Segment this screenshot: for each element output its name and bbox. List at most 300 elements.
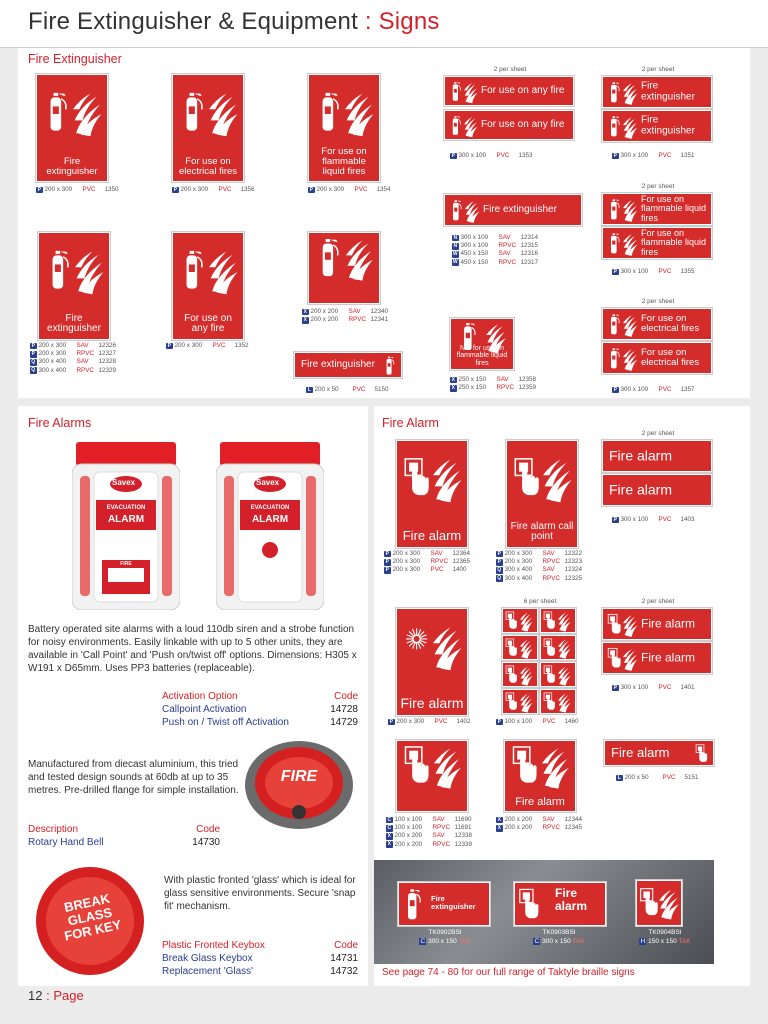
safety-sign bbox=[444, 110, 574, 140]
code: 12345 bbox=[564, 824, 583, 832]
code: 12339 bbox=[454, 840, 473, 848]
code-row bbox=[452, 242, 538, 250]
material: RPVC bbox=[76, 366, 94, 374]
braille-ref: TK0903BSI bbox=[542, 929, 576, 936]
braille-code bbox=[630, 928, 700, 946]
code: 12325 bbox=[564, 574, 583, 582]
sign-text: Fire alarm bbox=[400, 695, 464, 711]
material: SAV bbox=[542, 550, 555, 557]
flames-icon bbox=[75, 237, 107, 309]
size-badge: P bbox=[37, 186, 41, 193]
sign-text: Fire extinguisher bbox=[46, 155, 98, 177]
fire-label: FIRE bbox=[120, 561, 132, 567]
call-point-icon bbox=[695, 743, 709, 766]
sign-text: Fire alarm bbox=[555, 886, 588, 913]
size: 300 x 400 bbox=[38, 358, 67, 366]
extinguisher-icon bbox=[607, 79, 623, 108]
sign-text: For use on flammable liquid fires bbox=[321, 145, 367, 177]
product-codes bbox=[496, 550, 582, 583]
code: 1352 bbox=[234, 342, 249, 349]
size-badge: X bbox=[497, 816, 501, 823]
size: 300 x 100 bbox=[620, 516, 649, 523]
size-badge: Q bbox=[497, 567, 502, 574]
product-codes bbox=[612, 268, 695, 276]
size-badge: X bbox=[387, 833, 391, 840]
size-badge: P bbox=[613, 152, 617, 159]
material: SAV bbox=[542, 816, 555, 823]
flames-icon bbox=[465, 197, 481, 226]
size: 450 x 150 bbox=[460, 250, 489, 258]
call-point-icon bbox=[518, 887, 542, 926]
code-row bbox=[384, 566, 470, 574]
flames-icon bbox=[623, 345, 639, 374]
code-row bbox=[496, 824, 582, 832]
material: SAV bbox=[542, 566, 555, 574]
code: 1460 bbox=[564, 718, 579, 725]
code: 12317 bbox=[520, 258, 539, 266]
code-row bbox=[388, 718, 471, 726]
size-badge: X bbox=[387, 841, 391, 848]
mini-alarm-sign bbox=[540, 635, 576, 660]
code-row bbox=[384, 550, 470, 558]
code: 1402 bbox=[456, 718, 471, 725]
code: 1356 bbox=[240, 186, 255, 193]
flames-icon bbox=[345, 236, 377, 286]
size-badge: L bbox=[307, 386, 311, 393]
sign-text: For use on any fire bbox=[481, 118, 565, 130]
code: 1401 bbox=[680, 684, 695, 691]
evac-label: EVACUATION bbox=[106, 505, 146, 511]
size: 300 x 100 bbox=[620, 684, 649, 691]
mini-alarm-sign bbox=[502, 608, 538, 633]
product-codes bbox=[612, 516, 695, 524]
alarm-bell-icon bbox=[403, 613, 433, 685]
size-badge: X bbox=[303, 308, 307, 315]
material: SAV bbox=[76, 342, 89, 349]
size: 300 x 400 bbox=[504, 574, 533, 582]
flames-icon bbox=[558, 610, 572, 633]
code: 5150 bbox=[374, 386, 389, 393]
braille-code bbox=[524, 928, 594, 946]
size: 200 x 50 bbox=[314, 386, 339, 393]
sign-text: For use on electrical fires bbox=[641, 347, 700, 368]
size-badge: P bbox=[31, 342, 35, 349]
product-codes bbox=[172, 186, 255, 194]
code: 12359 bbox=[518, 384, 537, 392]
flames-icon bbox=[558, 691, 572, 714]
keybox-row: Break Glass Keybox 14731 bbox=[162, 953, 358, 964]
call-point-icon bbox=[543, 691, 557, 714]
size: 250 x 150 bbox=[458, 384, 487, 392]
code-row bbox=[302, 308, 388, 316]
size-badge: N bbox=[453, 234, 458, 241]
per-sheet-note: 2 per sheet bbox=[641, 183, 675, 190]
material: SAV bbox=[76, 358, 89, 366]
material: SAV bbox=[430, 550, 443, 557]
sign-text: For use on any fire bbox=[184, 312, 232, 335]
call-point-icon bbox=[505, 691, 519, 714]
flames-icon bbox=[558, 637, 572, 660]
size-badge: C bbox=[387, 816, 392, 823]
size-badge: P bbox=[385, 567, 389, 574]
sign-text: Fire alarm bbox=[641, 616, 696, 631]
code-row bbox=[452, 250, 538, 258]
code-row bbox=[30, 367, 116, 375]
call-point-icon bbox=[513, 445, 543, 517]
call-point-icon bbox=[607, 645, 623, 674]
code-row bbox=[30, 358, 116, 366]
extinguisher-icon bbox=[607, 230, 623, 259]
mini-alarm-sign bbox=[502, 662, 538, 687]
code-row bbox=[36, 186, 119, 194]
flames-icon bbox=[209, 79, 241, 151]
code-row bbox=[452, 259, 538, 267]
flames-icon bbox=[541, 744, 573, 794]
code: 12316 bbox=[520, 250, 539, 258]
code-row bbox=[612, 516, 695, 524]
size-badge: P bbox=[167, 342, 171, 349]
safety-sign bbox=[602, 474, 712, 506]
mini-alarm-sign bbox=[540, 662, 576, 687]
flames-icon bbox=[623, 196, 639, 225]
per-sheet-note: 2 per sheet bbox=[641, 430, 675, 437]
size-badge: P bbox=[451, 152, 455, 159]
code-row bbox=[496, 718, 579, 726]
code-row bbox=[386, 841, 472, 849]
product-codes bbox=[386, 816, 472, 849]
code: 12344 bbox=[564, 816, 583, 823]
size: 300 x 100 bbox=[460, 234, 489, 241]
size: 200 x 300 bbox=[392, 550, 421, 557]
size: 300 x 100 bbox=[620, 386, 649, 393]
material: PVC bbox=[542, 718, 556, 725]
flames-icon bbox=[558, 664, 572, 687]
section-title-extinguisher: Fire Extinguisher bbox=[28, 52, 122, 66]
size: 300 x 100 bbox=[458, 152, 487, 159]
product-codes bbox=[452, 234, 538, 267]
size-badge: P bbox=[31, 351, 35, 358]
code: 12341 bbox=[370, 316, 389, 324]
size: 200 x 300 bbox=[504, 558, 533, 566]
safety-sign bbox=[602, 110, 712, 142]
product-codes bbox=[36, 186, 119, 194]
braille-size: H 150 x 150 TAK bbox=[640, 938, 691, 945]
sign-text: Fire alarm bbox=[609, 447, 673, 464]
product-codes bbox=[302, 308, 388, 324]
material: RPVC bbox=[432, 840, 450, 848]
flames-icon bbox=[520, 691, 534, 714]
sign-text: Fire extinguisher bbox=[483, 203, 557, 215]
size-badge: P bbox=[173, 186, 177, 193]
call-point-icon bbox=[543, 637, 557, 660]
call-point-icon bbox=[543, 610, 557, 633]
sign-text: For use on electrical fires bbox=[641, 313, 700, 334]
size: 200 x 300 bbox=[174, 342, 203, 349]
keybox-image bbox=[28, 866, 152, 976]
sign-text: For use on flammable liquid fires bbox=[641, 227, 707, 257]
code: 12338 bbox=[454, 832, 473, 840]
material: SAV bbox=[498, 250, 511, 258]
sign-text: Fire extinguisher bbox=[47, 312, 101, 335]
size-badge: X bbox=[303, 317, 307, 324]
code-row bbox=[612, 386, 695, 394]
call-point-icon bbox=[505, 637, 519, 660]
code: 11691 bbox=[454, 824, 472, 832]
safety-sign bbox=[602, 642, 712, 674]
code: 1353 bbox=[518, 152, 533, 159]
code-row bbox=[302, 316, 388, 324]
extinguisher-icon bbox=[607, 311, 623, 340]
page-title: Fire Extinguisher & Equipment : Signs bbox=[28, 8, 440, 35]
extinguisher-icon bbox=[45, 237, 75, 309]
sign-text: For use on electrical fires bbox=[178, 155, 238, 177]
code: 12329 bbox=[98, 366, 117, 374]
safety-sign bbox=[506, 440, 578, 548]
mini-alarm-sign bbox=[502, 689, 538, 714]
size-badge: W bbox=[452, 259, 458, 266]
keybox-header: Plastic Fronted Keybox Code bbox=[162, 940, 358, 951]
material: PVC bbox=[430, 566, 444, 574]
sign-text: Fire alarm bbox=[611, 745, 670, 761]
safety-sign bbox=[444, 76, 574, 106]
safety-sign bbox=[604, 740, 714, 766]
safety-sign bbox=[602, 440, 712, 472]
safety-sign bbox=[396, 608, 468, 716]
evac-label: EVACUATION bbox=[250, 505, 290, 511]
braille-ref: TK0902BSI bbox=[428, 929, 462, 936]
call-point-icon bbox=[505, 610, 519, 633]
flames-icon bbox=[623, 311, 639, 340]
code: 12340 bbox=[370, 308, 389, 315]
call-point-icon bbox=[511, 744, 541, 794]
size: 100 x 100 bbox=[504, 718, 533, 725]
flames-icon bbox=[623, 79, 639, 108]
safety-sign bbox=[444, 194, 582, 226]
flames-icon bbox=[520, 637, 534, 660]
material: RPVC bbox=[76, 350, 94, 358]
size-badge: X bbox=[451, 376, 455, 383]
size-badge: P bbox=[497, 550, 501, 557]
material: PVC bbox=[658, 516, 672, 523]
call-point-icon bbox=[505, 664, 519, 687]
material: PVC bbox=[658, 268, 672, 275]
per-sheet-note: 6 per sheet bbox=[523, 598, 557, 605]
product-codes bbox=[612, 152, 695, 160]
size: 100 x 100 bbox=[394, 816, 423, 823]
keybox-description: With plastic fronted 'glass' which is ideal for glass sensitive environments. Secure 'snap fit' mechanism. bbox=[164, 875, 356, 912]
mini-alarm-sign bbox=[540, 608, 576, 633]
size-badge: N bbox=[453, 243, 458, 250]
material: PVC bbox=[212, 342, 226, 349]
sign-text: Fire extinguisher bbox=[301, 358, 375, 370]
mini-alarm-sign bbox=[540, 689, 576, 714]
size: 450 x 150 bbox=[460, 258, 489, 266]
material: RPVC bbox=[542, 824, 560, 832]
flames-icon bbox=[433, 445, 465, 517]
bell-description: Manufactured from diecast aluminium, this tried and tested design sounds at 60db at up to 35 metres. Pre-drilled flange for simple installation. bbox=[28, 759, 239, 796]
flames-icon bbox=[623, 645, 639, 674]
size-badge: P bbox=[309, 186, 313, 193]
code-row bbox=[612, 268, 695, 276]
code-row bbox=[612, 152, 695, 160]
code: 1351 bbox=[680, 152, 695, 159]
size: 200 x 300 bbox=[392, 558, 421, 566]
flames-icon bbox=[464, 79, 479, 106]
size: 250 x 150 bbox=[458, 376, 487, 383]
code-row bbox=[496, 566, 582, 574]
call-point-icon bbox=[403, 744, 433, 794]
sign-text: Fire alarm bbox=[515, 795, 565, 808]
per-sheet-note: 2 per sheet bbox=[641, 598, 675, 605]
material: RPVC bbox=[542, 558, 560, 566]
braille-note: See page 74 - 80 for our full range of Taktyle braille signs bbox=[382, 967, 635, 978]
size: 200 x 300 bbox=[180, 186, 209, 193]
size: 100 x 100 bbox=[394, 824, 423, 832]
code: 1400 bbox=[452, 566, 467, 574]
safety-sign bbox=[172, 74, 244, 182]
alarm-units-row: Push on / Twist off Activation 14729 bbox=[162, 717, 358, 728]
code: 1355 bbox=[680, 268, 695, 275]
flames-icon bbox=[543, 445, 575, 517]
product-codes bbox=[308, 186, 391, 194]
extinguisher-icon bbox=[607, 196, 623, 225]
size: 200 x 200 bbox=[394, 832, 423, 840]
code-row bbox=[30, 342, 116, 350]
size: 300 x 400 bbox=[504, 566, 533, 574]
flames-icon bbox=[520, 610, 534, 633]
per-sheet-note: 2 per sheet bbox=[493, 66, 527, 73]
code-row bbox=[450, 384, 536, 392]
material: RPVC bbox=[432, 824, 450, 832]
section-title-fire-alarm: Fire Alarm bbox=[382, 416, 439, 430]
code-row bbox=[384, 558, 470, 566]
product-codes bbox=[450, 376, 536, 392]
alarm-units-header: Activation Option Code bbox=[162, 691, 358, 702]
code: 1350 bbox=[104, 186, 119, 193]
code-row bbox=[30, 350, 116, 358]
product-codes bbox=[166, 342, 249, 350]
page-number: 12 : Page bbox=[28, 988, 84, 1003]
safety-sign bbox=[602, 193, 712, 225]
braille-sign bbox=[398, 882, 490, 926]
size: 200 x 50 bbox=[624, 774, 649, 781]
code-row bbox=[496, 816, 582, 824]
code-row bbox=[496, 558, 582, 566]
size: 200 x 200 bbox=[394, 840, 423, 848]
code-row bbox=[308, 186, 391, 194]
extinguisher-icon bbox=[607, 113, 623, 142]
extinguisher-icon bbox=[179, 79, 209, 151]
size-badge: C bbox=[387, 825, 392, 832]
safety-sign bbox=[602, 308, 712, 340]
material: RPVC bbox=[542, 574, 560, 582]
size: 200 x 200 bbox=[310, 308, 339, 315]
alarm-units-row: Callpoint Activation 14728 bbox=[162, 704, 358, 715]
extinguisher-icon bbox=[383, 355, 397, 378]
bell-row: Rotary Hand Bell 14730 bbox=[28, 837, 220, 848]
material: RPVC bbox=[498, 242, 516, 250]
code: 12365 bbox=[452, 558, 471, 566]
safety-sign bbox=[602, 76, 712, 108]
braille-sign bbox=[636, 880, 682, 926]
sign-text: Fire extinguisher bbox=[641, 80, 695, 102]
section-title-alarms: Fire Alarms bbox=[28, 416, 92, 430]
product-codes bbox=[612, 386, 695, 394]
flames-icon bbox=[345, 79, 377, 151]
safety-sign bbox=[504, 740, 576, 812]
size: 200 x 300 bbox=[392, 566, 421, 574]
size-badge: P bbox=[613, 268, 617, 275]
code: 12315 bbox=[520, 242, 539, 250]
flames-icon bbox=[623, 230, 639, 259]
size-badge: X bbox=[497, 825, 501, 832]
size: 200 x 300 bbox=[316, 186, 345, 193]
code-row bbox=[496, 550, 582, 558]
size: 200 x 300 bbox=[44, 186, 73, 193]
extinguisher-icon bbox=[449, 197, 465, 226]
alarm-units-description: Battery operated site alarms with a loud 110db siren and a strobe function for noisy environments. Easily linkable with up to 5 other units, they are available in 'Call Point' and 'Push on/twist off' options. Dimensions: H305 x W191 x D65mm. Uses PP3 batteries (replaceable). bbox=[28, 624, 357, 674]
extinguisher-icon bbox=[449, 113, 464, 140]
safety-sign bbox=[450, 318, 514, 370]
safety-sign bbox=[38, 232, 110, 340]
product-codes bbox=[388, 718, 471, 726]
material: PVC bbox=[218, 186, 232, 193]
code: 11690 bbox=[454, 816, 472, 823]
safety-sign bbox=[172, 232, 244, 340]
code: 5151 bbox=[684, 774, 699, 781]
size-badge: P bbox=[385, 550, 389, 557]
call-point-icon bbox=[639, 883, 661, 926]
braille-code bbox=[410, 928, 480, 946]
brand-label: Savex bbox=[112, 478, 136, 487]
material: PVC bbox=[662, 774, 676, 781]
code-row bbox=[612, 684, 695, 692]
product-codes bbox=[616, 774, 699, 782]
size-badge: X bbox=[451, 385, 455, 392]
size-badge: P bbox=[497, 718, 501, 725]
material: PVC bbox=[434, 718, 448, 725]
extinguisher-icon bbox=[402, 887, 426, 926]
size-badge: W bbox=[452, 251, 458, 258]
sign-text: For use on flammable liquid fires bbox=[641, 193, 707, 223]
size-badge: Q bbox=[497, 575, 502, 582]
code-row bbox=[450, 152, 533, 160]
product-codes bbox=[450, 152, 533, 160]
safety-sign bbox=[308, 232, 380, 304]
size-badge: P bbox=[389, 718, 393, 725]
material: RPVC bbox=[348, 316, 366, 324]
material: PVC bbox=[82, 186, 96, 193]
size-badge: Q bbox=[31, 359, 36, 366]
size-badge: L bbox=[617, 774, 621, 781]
keybox-glass-text: BREAK GLASS FOR KEY bbox=[62, 890, 123, 944]
bell-badge: FIRE bbox=[280, 768, 318, 785]
safety-sign bbox=[294, 352, 402, 378]
sign-text: For use on any fire bbox=[481, 84, 565, 96]
code-row bbox=[306, 386, 389, 394]
size: 300 x 100 bbox=[620, 268, 649, 275]
braille-size: C 300 x 150 TAK bbox=[420, 938, 471, 945]
safety-sign bbox=[602, 608, 712, 640]
braille-sign bbox=[514, 882, 606, 926]
extinguisher-icon bbox=[43, 79, 73, 151]
flames-icon bbox=[659, 883, 681, 926]
code: 12324 bbox=[564, 566, 583, 574]
code-row bbox=[616, 774, 699, 782]
code-row bbox=[386, 816, 472, 824]
flames-icon bbox=[433, 744, 465, 794]
code-row bbox=[386, 824, 472, 832]
